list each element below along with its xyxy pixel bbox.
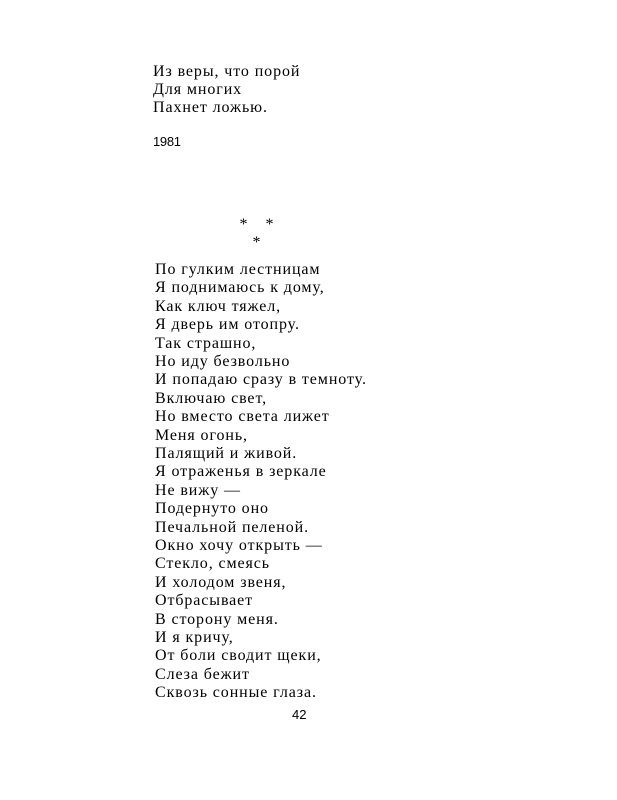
poem-line: Так страшно, — [155, 334, 257, 352]
poem-year: 1981 — [153, 134, 181, 149]
poem-line: Сквозь сонные глаза. — [155, 684, 317, 702]
poem-line: Включаю свет, — [155, 389, 268, 407]
poem-line: От боли сводит щеки, — [155, 647, 322, 665]
poem-line: Но вместо света лижет — [155, 408, 330, 426]
poem-line: Отбрасывает — [155, 592, 254, 610]
poem-line: Окно хочу открыть — — [155, 537, 323, 554]
previous-poem-ending — [153, 63, 453, 123]
poem-line: Не вижу — — [155, 481, 241, 499]
poem-line: Меня огонь, — [155, 426, 248, 444]
poem-line: В сторону меня. — [155, 610, 279, 628]
poem-line: Палящий и живой. — [155, 445, 298, 462]
poem-line: Стекло, смеясь — [155, 555, 270, 573]
page-number: 42 — [292, 707, 307, 722]
poem-line: И попадаю сразу в темноту. — [155, 371, 367, 389]
poem-line: По гулким лестницам — [155, 261, 321, 278]
poem-line: Я поднимаюсь к дому, — [155, 279, 325, 297]
poem-line: Пахнет ложью. — [153, 99, 268, 116]
poem-line: Печальной пеленой. — [155, 518, 310, 536]
poem-line: Подернуто оно — [155, 500, 269, 518]
poem-line: Слеза бежит — [155, 665, 250, 683]
poem-line: Как ключ тяжел, — [155, 297, 282, 315]
poem-line: И я кричу, — [155, 629, 234, 646]
poem-body — [155, 261, 485, 701]
poem-line: Я отраженья в зеркале — [155, 463, 327, 481]
poem-line: Я дверь им отопру. — [155, 316, 300, 334]
section-separator: * * * — [239, 216, 281, 251]
poem-line: Но иду безвольно — [155, 353, 291, 370]
poem-line: Из веры, что порой — [153, 63, 301, 80]
poem-line: И холодом звеня, — [155, 573, 287, 591]
poem-line: Для многих — [153, 81, 243, 98]
